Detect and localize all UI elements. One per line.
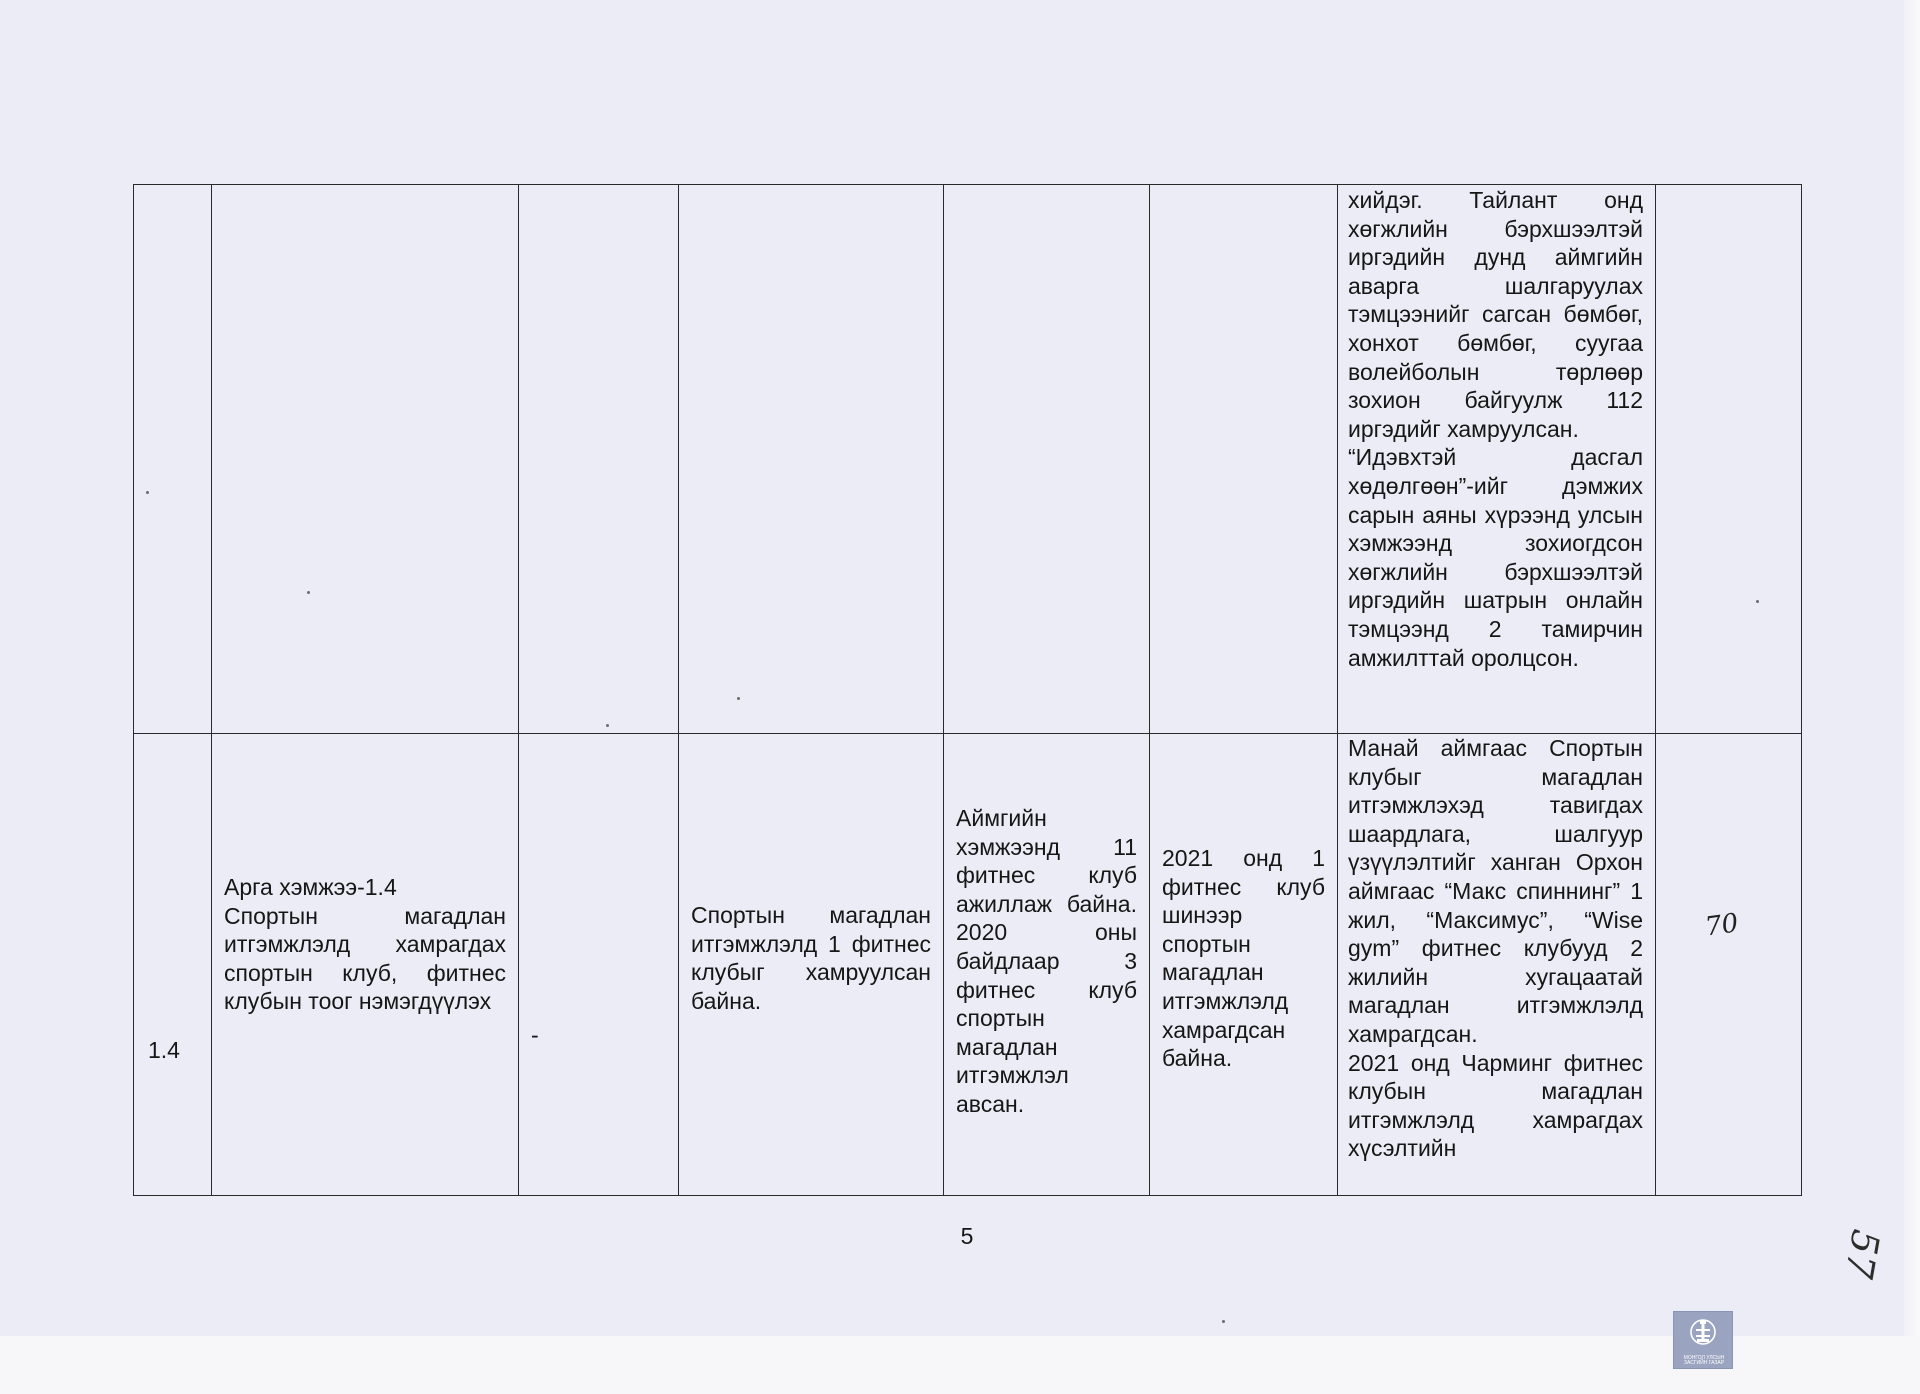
- handwritten-sheet-number: 57: [1836, 1226, 1889, 1282]
- soyombo-emblem-icon: [1674, 1312, 1732, 1352]
- cell-activity: [212, 734, 519, 1196]
- cell-activity-empty: [212, 185, 519, 734]
- cell-progress-empty: [944, 185, 1150, 734]
- scan-speck: [146, 491, 149, 494]
- row-number: 1.4: [148, 1037, 180, 1064]
- seal-caption: МОНГОЛ УЛСЫН ЗАСГИЙН ГАЗАР: [1683, 1355, 1725, 1366]
- cell-score: [1656, 734, 1802, 1196]
- report-text-continued: хийдэг. Тайлант онд хөгжлийн бэрхшээлтэй иргэдийн дунд аймгийн аварга шалгаруулах тэмцээнийг сагсан бөмбөг, хонхот бөмбөг, суугаа волейболын төрлөөр зохион байгуулж 112 иргэдийг хамруулсан. “Идэвхтэй дасгал хөдөлгөөн”-ийг дэмжих сарын аяны хүрээнд улсын хэмжээнд зохиогдсон хөгжлийн бэрхшээлтэй иргэдийн шатрын онлайн тэмцээнд 2 тамирчин амжилттай оролцсон.: [1348, 187, 1643, 671]
- page-number: 5: [960, 1223, 974, 1249]
- cell-target-empty: [679, 185, 944, 734]
- table-row-continued: [134, 185, 1802, 734]
- scan-speck: [606, 724, 609, 727]
- scan-speck: [1222, 1320, 1225, 1323]
- cell-baseline: [519, 734, 679, 1196]
- scan-margin: [0, 1336, 1920, 1394]
- baseline-text: -: [531, 1022, 539, 1048]
- cell-score-empty: [1656, 185, 1802, 734]
- table-row-1-4: [134, 734, 1802, 1196]
- progress-text: Аймгийн хэмжээнд 11 фитнес клуб ажиллаж байна. 2020 оны байдлаар 3 фитнес клуб спортын магадлан итгэмжлэл авсан.: [956, 805, 1137, 1117]
- cell-report-continued: [1338, 185, 1656, 734]
- activity-text: Арга хэмжээ-1.4 Спортын магадлан итгэмжлэлд хамрагдах спортын клуб, фитнес клубын тоог нэмэгдүүлэх: [224, 874, 506, 1015]
- cell-target: [679, 734, 944, 1196]
- cell-baseline-empty: [519, 185, 679, 734]
- performance-table: [133, 184, 1802, 1196]
- cell-assessment-empty: [1150, 185, 1338, 734]
- cell-progress: [944, 734, 1150, 1196]
- government-seal-logo: [1673, 1311, 1733, 1369]
- target-text: Спортын магадлан итгэмжлэлд 1 фитнес клубыг хамруулсан байна.: [691, 902, 931, 1014]
- scan-speck: [307, 591, 310, 594]
- assessment-text: 2021 онд 1 фитнес клуб шинээр спортын магадлан итгэмжлэлд хамрагдсан байна.: [1162, 845, 1325, 1072]
- handwritten-score: 70: [1703, 907, 1741, 943]
- scan-speck: [737, 697, 740, 700]
- scan-speck: [1756, 600, 1759, 603]
- cell-number-empty: [134, 185, 212, 734]
- cell-report: [1338, 734, 1656, 1196]
- cell-assessment: [1150, 734, 1338, 1196]
- report-text: Манай аймгаас Спортын клубыг магадлан итгэмжлэхэд тавигдах шаардлага, шалгуур үзүүлэлтийг ханган Орхон аймгаас “Макс спиннинг” 1 жил, “Максимус”, “Wise gym” фитнес клубууд 2 жилийн хугацаатай магадлан итгэмжлэлд хамрагдсан. 2021 онд Чарминг фитнес клубын магадлан итгэмжлэлд хамрагдах хүсэлтийн: [1348, 735, 1643, 1162]
- scan-edge: [1904, 0, 1920, 1394]
- cell-number: [134, 734, 212, 1196]
